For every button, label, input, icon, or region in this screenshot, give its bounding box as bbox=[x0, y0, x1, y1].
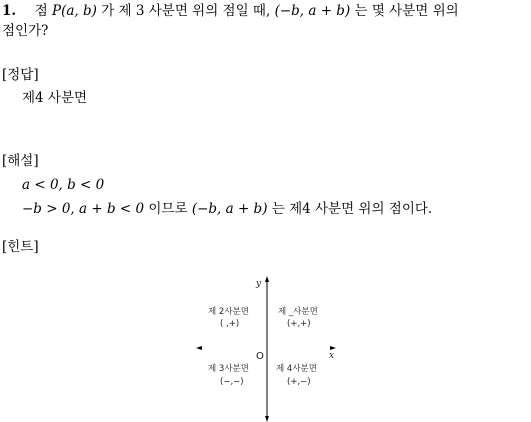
question-text-part3: 는 몇 사분면 위의 bbox=[354, 3, 459, 19]
quadrant-3-name: 제 3사분면 bbox=[208, 364, 249, 374]
question-number: 1. bbox=[2, 3, 17, 19]
x-axis-arrow-left bbox=[196, 346, 202, 350]
hint-header: [힌트] bbox=[2, 239, 39, 255]
quadrant-3-sign: (−,−) bbox=[220, 377, 244, 387]
y-axis-arrow-down bbox=[265, 416, 269, 422]
question-target-expr: (−b, a + b) bbox=[274, 3, 351, 19]
quadrant-2-sign: ( ,+) bbox=[220, 319, 240, 329]
question-text-part2: 가 제 3 사분면 위의 점일 때, bbox=[101, 3, 275, 19]
explanation-line2-expr: (−b, a + b) bbox=[191, 201, 268, 217]
quadrant-4-sign: (+,−) bbox=[287, 377, 311, 387]
x-axis-label: x bbox=[329, 351, 335, 361]
question-point-expr: P(a, b) bbox=[52, 3, 97, 19]
quadrant-diagram-svg bbox=[190, 272, 360, 422]
explanation-line2-text2: 는 제4 사분면 위의 점이다. bbox=[271, 201, 433, 217]
y-axis-label: y bbox=[256, 279, 262, 289]
answer-header: [정답] bbox=[2, 67, 39, 83]
answer-text: 제4 사분면 bbox=[22, 90, 88, 106]
question-line-2: 점인가? bbox=[2, 23, 49, 39]
question-text-part1: 점 bbox=[34, 3, 53, 19]
explanation-line-1: a < 0, b < 0 bbox=[22, 177, 105, 193]
origin-label: O bbox=[256, 351, 264, 362]
explanation-line2-math: −b > 0, a + b < 0 bbox=[22, 201, 145, 217]
explanation-line-2 bbox=[22, 200, 432, 218]
quadrant-2-name: 제 2사분면 bbox=[208, 307, 249, 317]
quadrant-1-sign: (+,+) bbox=[287, 319, 311, 329]
explanation-header: [해설] bbox=[2, 153, 39, 169]
explanation-line2-text1: 이므로 bbox=[148, 201, 192, 217]
y-axis-arrow-up bbox=[265, 276, 269, 282]
x-axis-arrow-right bbox=[330, 346, 336, 350]
question-line-1 bbox=[2, 2, 459, 20]
quadrant-4-name: 제 4사분면 bbox=[276, 364, 317, 374]
quadrant-1-name: 제 _사분면 bbox=[278, 307, 318, 317]
quadrant-diagram bbox=[190, 272, 360, 422]
